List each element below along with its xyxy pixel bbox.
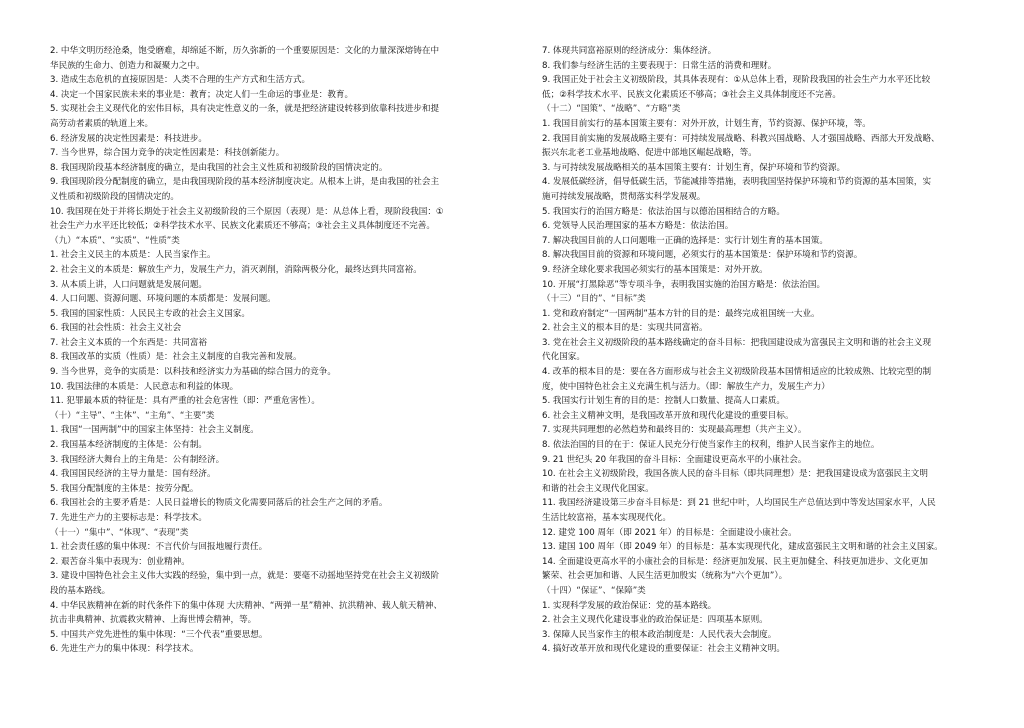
- text-line: 和谐的社会主义现代化国家。: [542, 483, 654, 494]
- text-line: 4. 我国国民经济的主导力量是：国有经济。: [50, 469, 216, 480]
- text-line: 4. 搞好改革开放和现代化建设的重要保证：社会主义精神文明。: [542, 644, 785, 655]
- right-column: [542, 44, 1010, 728]
- text-line: 2. 社会主义的本质是：解放生产力，发展生产力，消灭剥削，消除两极分化，最终达到共同富裕。: [50, 264, 422, 275]
- text-line: 7. 体现共同富裕原则的经济成分：集体经济。: [542, 46, 717, 56]
- text-line: 10. 我国法律的本质是：人民意志和利益的体现。: [50, 381, 239, 392]
- text-line: 2. 艰苦奋斗集中表现为：创业精神。: [50, 556, 190, 567]
- section-heading: （十三）“目的”、“目标”类: [542, 294, 646, 305]
- text-line: 8. 解决我国目前的资源和环境问题，必须实行的基本国策是：保护环境和节约资源。: [542, 250, 863, 261]
- text-line: 2. 我国基本经济制度的主体是：公有制。: [50, 440, 208, 451]
- text-line: 低；②科学技术水平、民族文化素质还不够高；③社会主义具体制度还不完善。: [542, 89, 842, 100]
- text-line: 3. 从本质上讲，人口问题就是发展问题。: [50, 279, 208, 290]
- text-line: 5. 实现社会主义现代化的宏伟目标，具有决定性意义的一条，就是把经济建设转移到依靠科技进步和提: [50, 104, 440, 115]
- section-heading: （十）“主导”、“主体”、“主角”、“主要”类: [50, 410, 215, 421]
- text-line: 7. 社会主义本质的一个东西是：共同富裕: [50, 337, 208, 348]
- text-line: 11. 犯罪最本质的特征是：具有严重的社会危害性（即：严重危害性）。: [50, 396, 320, 407]
- text-line: 施可持续发展战略，贯彻落实科学发展观。: [542, 191, 706, 202]
- text-line: 9. 我国现阶段分配制度的确立，是由我国现阶段的基本经济制度决定。从根本上讲，是由我国的社会主: [50, 177, 440, 188]
- text-line: 11. 我国经济建设第三步奋斗目标是：到 21 世纪中叶，人均国民生产总值达到中等发达国家水平，人民: [542, 498, 936, 509]
- text-line: 华民族的生命力、创造力和凝聚力之中。: [50, 60, 205, 71]
- text-line: 14. 全面建设更高水平的小康社会的目标是：经济更加发展、民主更加健全、科技更加进步、文化更加: [542, 556, 928, 567]
- section-heading: （九）“本质”、“实质”、“性质”类: [50, 235, 180, 246]
- text-line: 抗击非典精神、抗震救灾精神、上海世博会精神，等。: [50, 615, 257, 626]
- text-line: 9. 经济全球化要求我国必须实行的基本国策是：对外开放。: [542, 264, 768, 275]
- section-heading: （十一）“集中”、“体现”、“表现”类: [50, 527, 189, 538]
- text-line: 10. 开展“打黑除恶”等专项斗争，表明我国实施的治国方略是：依法治国。: [542, 279, 826, 290]
- text-line: 7. 当今世界，综合国力竞争的决定性因素是：科技创新能力。: [50, 148, 285, 159]
- text-line: 3. 党在社会主义初级阶段的基本路线确定的奋斗目标：把我国建设成为富强民主文明和谐的社会主义现: [542, 337, 932, 348]
- text-line: 3. 建设中国特色社会主义伟大实践的经验，集中到一点，就是：要毫不动摇地坚持党在社会主义初级阶: [50, 571, 440, 582]
- text-line: 1. 社会主义民主的本质是：人民当家作主。: [50, 250, 216, 261]
- text-line: 8. 依法治国的目的在于：保证人民充分行使当家作主的权利，维护人民当家作主的地位。: [542, 440, 880, 451]
- text-line: 9. 21 世纪头 20 年我国的奋斗目标：全面建设更高水平的小康社会。: [542, 454, 807, 465]
- text-line: 13. 建国 100 周年（即 2049 年）的目标是：基本实现现代化，建成富强民主文明和谐的社会主义国家。: [542, 542, 943, 553]
- text-line: 3. 保障人民当家作主的根本政治制度是：人民代表大会制度。: [542, 629, 777, 640]
- text-line: 4. 中华民族精神在新的时代条件下的集中体现 大庆精神、“两弹一星”精神、抗洪精神、载人航天精神、: [50, 600, 443, 611]
- text-line: 6. 先进生产力的集中体现：科学技术。: [50, 644, 199, 655]
- text-line: 10. 在社会主义初级阶段，我国各族人民的奋斗目标（即共同理想）是：把我国建设成为富强民主文明: [542, 469, 928, 480]
- text-line: 义性质和初级阶段的国情决定的。: [50, 191, 179, 202]
- text-line: 8. 我国改革的实质（性质）是：社会主义制度的自我完善和发展。: [50, 352, 302, 363]
- text-line: 5. 我国的国家性质：人民民主专政的社会主义国家。: [50, 308, 250, 319]
- text-line: 9. 我国正处于社会主义初级阶段，其具体表现有：①从总体上看，现阶段我国的社会生产力水平还比较: [542, 75, 931, 86]
- section-heading: （十四）“保证”、“保障”类: [542, 585, 646, 596]
- text-line: 高劳动者素质的轨道上来。: [50, 118, 154, 129]
- text-line: 7. 先进生产力的主要标志是：科学技术。: [50, 513, 208, 523]
- text-line: 2. 社会主义现代化建设事业的政治保证是：四项基本原则。: [542, 615, 768, 626]
- text-line: 3. 造成生态危机的直接原因是：人类不合理的生产方式和生活方式。: [50, 75, 311, 86]
- text-line: 生活比较富裕，基本实现现代化。: [542, 513, 671, 523]
- text-line: 繁荣、社会更加和谐、人民生活更加殷实（统称为“六个更加”）。: [542, 571, 788, 582]
- text-line: 5. 我国分配制度的主体是：按劳分配。: [50, 483, 199, 494]
- text-line: 振兴东北老工业基地战略、促进中部地区崛起战略，等。: [542, 148, 757, 159]
- text-line: 4. 发展低碳经济，倡导低碳生活，节能减排等措施，表明我国坚持保护环境和节约资源的基本国策，实: [542, 177, 932, 188]
- text-line: 6. 党领导人民治理国家的基本方略是：依法治国。: [542, 221, 734, 232]
- text-line: 1. 社会责任感的集中体现：不言代价与回报地履行责任。: [50, 542, 268, 553]
- text-line: 5. 我国实行的治国方略是：依法治国与以德治国相结合的方略。: [542, 206, 785, 217]
- text-line: 代化国家。: [542, 352, 585, 363]
- text-line: 7. 解决我国目前的人口问题唯一正确的选择是：实行计划生育的基本国策。: [542, 235, 828, 246]
- text-line: 2. 社会主义的根本目的是：实现共同富裕。: [542, 323, 708, 334]
- text-line: 9. 当今世界，竞争的实质是：以科技和经济实力为基础的综合国力的竞争。: [50, 367, 336, 378]
- left-column: [50, 44, 518, 728]
- text-line: 段的基本路线。: [50, 585, 111, 596]
- text-line: 12. 建党 100 周年（即 2021 年）的目标是：全面建设小康社会。: [542, 527, 797, 538]
- text-line: 6. 经济发展的决定性因素是：科技进步。: [50, 133, 208, 144]
- text-line: 4. 改革的根本目的是：要在各方面形成与社会主义初级阶段基本国情相适应的比较成熟、比较完型的制: [542, 367, 932, 378]
- text-line: 1. 实现科学发展的政治保证：党的基本路线。: [542, 600, 717, 611]
- text-line: 10. 我国现在处于并将长期处于社会主义初级阶段的三个原因（表现）是：从总体上看，现阶段我国：①: [50, 206, 444, 217]
- text-line: 1. 我国目前实行的基本国策主要有：对外开放，计划生育，节约资源、保护环境，等。: [542, 118, 871, 129]
- text-line: 8. 我们参与经济生活的主要表现于：日常生活的消费和理财。: [542, 60, 777, 71]
- text-line: 2. 中华文明历经沧桑，饱受磨难，却绵延不断，历久弥新的一个重要原因是：文化的力量深深熔铸在中: [50, 46, 440, 56]
- text-line: 6. 我国的社会性质：社会主义社会: [50, 323, 182, 334]
- text-line: 1. 我国“一国两制”中的国家主体坚持：社会主义制度。: [50, 425, 259, 436]
- text-line: 度，使中国特色社会主义充满生机与活力。（即：解放生产力，发展生产力）: [542, 381, 830, 392]
- text-line: 4. 决定一个国家民族未来的事业是：教育；决定人们一生命运的事业是：教育。: [50, 89, 354, 100]
- text-line: 1. 党和政府制定“一国两制”基本方针的目的是：最终完成祖国统一大业。: [542, 308, 820, 319]
- text-line: 8. 我国现阶段基本经济制度的确立，是由我国的社会主义性质和初级阶段的国情决定的。: [50, 162, 388, 173]
- text-line: 3. 我国经济大舞台上的主角是：公有制经济。: [50, 454, 225, 465]
- text-line: 2. 我国目前实施的发展战略主要有：可持续发展战略、科教兴国战略、人才强国战略、西部大开发战略、: [542, 133, 940, 144]
- text-line: 5. 中国共产党先进性的集中体现：“三个代表”重要思想。: [50, 629, 268, 640]
- text-line: 5. 我国实行计划生育的目的是：控制人口数量、提高人口素质。: [542, 396, 785, 407]
- text-line: 社会生产力水平还比较低；②科学技术水平、民族文化素质还不够高；③社会主义具体制度还不完善。: [50, 221, 435, 232]
- text-line: 3. 与可持续发展战略相关的基本国策主要有：计划生育，保护环境和节约资源。: [542, 162, 846, 173]
- text-line: 6. 社会主义精神文明，是我国改革开放和现代化建设的重要目标。: [542, 410, 794, 421]
- text-line: 7. 实现共同理想的必然趋势和最终目的：实现最高理想（共产主义）。: [542, 425, 807, 436]
- text-line: 6. 我国社会的主要矛盾是：人民日益增长的物质文化需要同落后的社会生产之间的矛盾。: [50, 498, 388, 509]
- section-heading: （十二）“国策”、“战略”、“方略”类: [542, 104, 681, 115]
- text-line: 4. 人口问题、资源问题、环境问题的本质都是：发展问题。: [50, 294, 276, 305]
